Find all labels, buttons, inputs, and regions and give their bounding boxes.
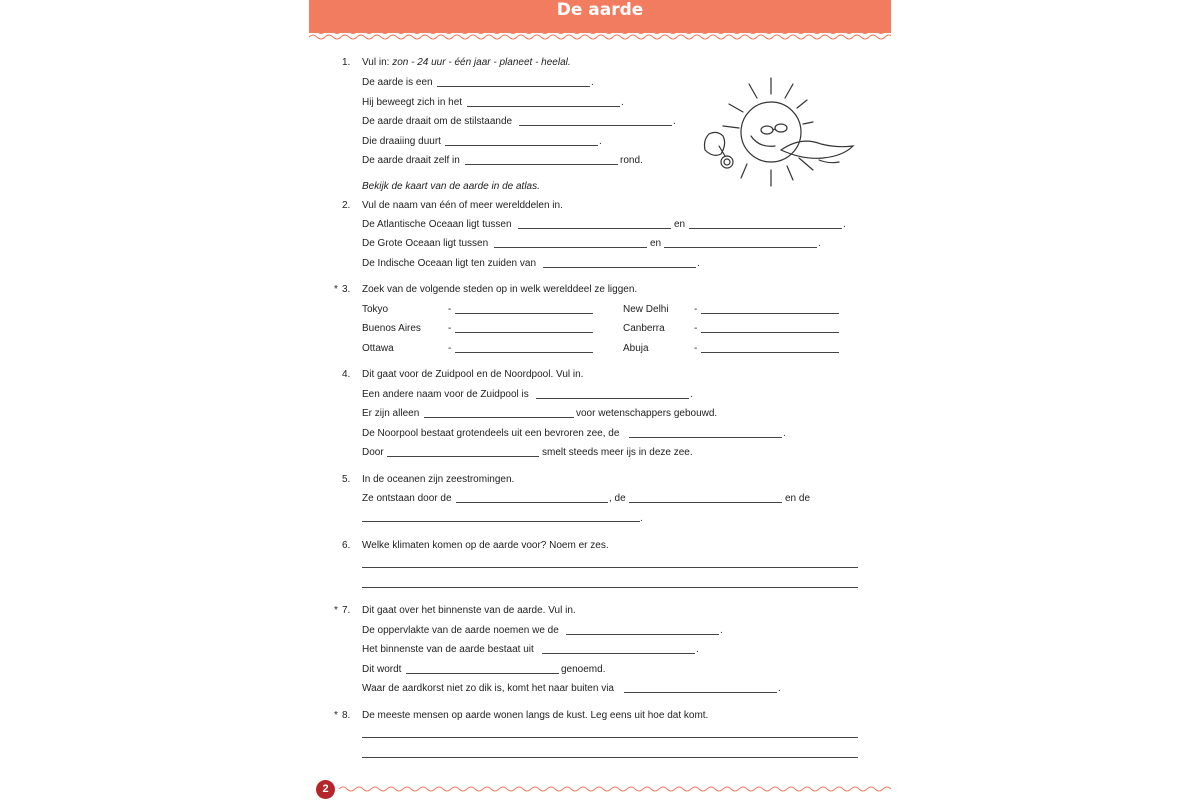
q1-line4-end: . xyxy=(599,136,602,147)
q2-line1-blank-b[interactable] xyxy=(689,228,842,229)
q8-answer-line-2[interactable] xyxy=(362,757,858,758)
q7-line2-end: . xyxy=(696,644,699,655)
q2-line1-blank-a[interactable] xyxy=(518,228,671,229)
q7-star: * xyxy=(334,605,338,616)
q6-answer-line-2[interactable] xyxy=(362,587,858,588)
q5-and: en de xyxy=(785,493,811,504)
q3-city-buenos-aires: Buenos Aires xyxy=(362,323,421,334)
sun-with-sunglasses-illustration xyxy=(689,70,855,210)
q3-city-ottawa: Ottawa xyxy=(362,343,394,354)
q7-line4-end: . xyxy=(778,683,781,694)
q1-line4-blank[interactable] xyxy=(445,145,598,146)
q2-line2-and: en xyxy=(650,238,662,249)
q1-instruction-label: Vul in: xyxy=(362,57,393,68)
q1-line3-end: . xyxy=(673,116,676,127)
q3-blank-ottawa[interactable] xyxy=(455,352,593,353)
q6-number: 6. xyxy=(342,540,351,551)
q3-dash: - xyxy=(694,323,698,334)
q4-line2-blank[interactable] xyxy=(424,417,574,418)
q7-line3-end: genoemd. xyxy=(561,664,606,675)
q3-blank-abuja[interactable] xyxy=(701,352,839,353)
q3-dash: - xyxy=(694,304,698,315)
q3-blank-buenos-aires[interactable] xyxy=(455,332,593,333)
footer-wave-decoration xyxy=(309,784,891,794)
q1-line2-end: . xyxy=(621,97,624,108)
q1-line2-blank[interactable] xyxy=(467,106,620,107)
page-title: De aarde xyxy=(556,0,644,20)
q4-line1-blank[interactable] xyxy=(536,398,689,399)
q4-line3-text: De Noorpool bestaat grotendeels uit een bevroren zee, de xyxy=(362,428,620,439)
q4-number: 4. xyxy=(342,369,351,380)
q1-line3-blank[interactable] xyxy=(519,125,672,126)
q1-line5-text: De aarde draait zelf in xyxy=(362,155,460,166)
q3-dash: - xyxy=(448,323,452,334)
q2-line2-blank-b[interactable] xyxy=(664,247,817,248)
q1-line1-end: . xyxy=(591,77,594,88)
atlas-note: Bekijk de kaart van de aarde in de atlas. xyxy=(362,181,540,192)
q2-line1-and: en xyxy=(674,219,686,230)
q4-line4-blank[interactable] xyxy=(387,456,539,457)
header-wave-decoration xyxy=(309,28,891,42)
q3-number: 3. xyxy=(342,284,351,295)
q7-line2-text: Het binnenste van de aarde bestaat uit xyxy=(362,644,534,655)
q7-number: 7. xyxy=(342,605,351,616)
q2-line3-blank[interactable] xyxy=(543,267,696,268)
q8-number: 8. xyxy=(342,710,351,721)
q7-line4-text: Waar de aardkorst niet zo dik is, komt het naar buiten via xyxy=(362,683,614,694)
q4-line4-text: Door xyxy=(362,447,384,458)
q4-line2-end: voor wetenschappers gebouwd. xyxy=(576,408,718,419)
q4-line1-end: . xyxy=(690,389,693,400)
q8-answer-line-1[interactable] xyxy=(362,737,858,738)
q2-instruction: Vul de naam van één of meer werelddelen in. xyxy=(362,200,563,211)
worksheet-page xyxy=(309,0,891,800)
q5-blank-b[interactable] xyxy=(629,502,782,503)
q3-dash: - xyxy=(448,304,452,315)
q7-line4-blank[interactable] xyxy=(624,692,777,693)
q6-instruction: Welke klimaten komen op de aarde voor? Noem er zes. xyxy=(362,540,609,551)
q7-line2-blank[interactable] xyxy=(542,653,695,654)
q2-number: 2. xyxy=(342,200,351,211)
q4-line2-text: Er zijn alleen xyxy=(362,408,420,419)
q1-number: 1. xyxy=(342,57,351,68)
q5-blank-c[interactable] xyxy=(362,521,640,522)
q5-line1-text: Ze ontstaan door de xyxy=(362,493,452,504)
q5-number: 5. xyxy=(342,474,351,485)
q1-word-list: zon - 24 uur - één jaar - planeet - heelal. xyxy=(392,57,571,68)
q2-line3-end: . xyxy=(697,258,700,269)
q1-instruction xyxy=(362,57,571,69)
q3-blank-canberra[interactable] xyxy=(701,332,839,333)
q6-answer-line-1[interactable] xyxy=(362,567,858,568)
q3-star: * xyxy=(334,284,338,295)
q2-line1-end: . xyxy=(843,219,846,230)
q4-line3-end: . xyxy=(783,428,786,439)
q3-instruction: Zoek van de volgende steden op in welk werelddeel ze liggen. xyxy=(362,284,638,295)
q2-line2-blank-a[interactable] xyxy=(494,247,647,248)
q8-star: * xyxy=(334,710,338,721)
q3-city-abuja: Abuja xyxy=(623,343,649,354)
q7-line1-end: . xyxy=(720,625,723,636)
q2-line3-text: De Indische Oceaan ligt ten zuiden van xyxy=(362,258,536,269)
q8-instruction: De meeste mensen op aarde wonen langs de kust. Leg eens uit hoe dat komt. xyxy=(362,710,709,721)
q3-city-canberra: Canberra xyxy=(623,323,665,334)
q5-blank-a[interactable] xyxy=(456,502,608,503)
q4-line1-text: Een andere naam voor de Zuidpool is xyxy=(362,389,529,400)
q3-dash: - xyxy=(694,343,698,354)
q3-city-new-delhi: New Delhi xyxy=(623,304,669,315)
q5-end: . xyxy=(640,513,643,524)
q3-blank-new-delhi[interactable] xyxy=(701,313,839,314)
q1-line5-blank[interactable] xyxy=(465,164,618,165)
q4-instruction: Dit gaat voor de Zuidpool en de Noordpool. Vul in. xyxy=(362,369,584,380)
q3-blank-tokyo[interactable] xyxy=(455,313,593,314)
q7-line1-text: De oppervlakte van de aarde noemen we de xyxy=(362,625,559,636)
q1-line3-text: De aarde draait om de stilstaande xyxy=(362,116,513,127)
q7-instruction: Dit gaat over het binnenste van de aarde. Vul in. xyxy=(362,605,576,616)
q3-dash: - xyxy=(448,343,452,354)
q2-line2-end: . xyxy=(818,238,821,249)
q7-line1-blank[interactable] xyxy=(566,634,719,635)
q1-line1-blank[interactable] xyxy=(437,86,590,87)
q1-line5-end: rond. xyxy=(620,155,643,166)
q1-line2-text: Hij beweegt zich in het xyxy=(362,97,463,108)
q1-line1-text: De aarde is een xyxy=(362,77,433,88)
q3-city-tokyo: Tokyo xyxy=(362,304,389,315)
page-number-badge: 2 xyxy=(316,780,335,799)
q5-comma: , de xyxy=(609,493,626,504)
q7-line3-text: Dit wordt xyxy=(362,664,402,675)
q7-line3-blank[interactable] xyxy=(406,673,559,674)
q2-line1-text: De Atlantische Oceaan ligt tussen xyxy=(362,219,512,230)
q2-line2-text: De Grote Oceaan ligt tussen xyxy=(362,238,489,249)
q4-line4-end: smelt steeds meer ijs in deze zee. xyxy=(542,447,693,458)
q1-line4-text: Die draaiing duurt xyxy=(362,136,441,147)
q5-instruction: In de oceanen zijn zeestromingen. xyxy=(362,474,515,485)
q4-line3-blank[interactable] xyxy=(629,437,782,438)
